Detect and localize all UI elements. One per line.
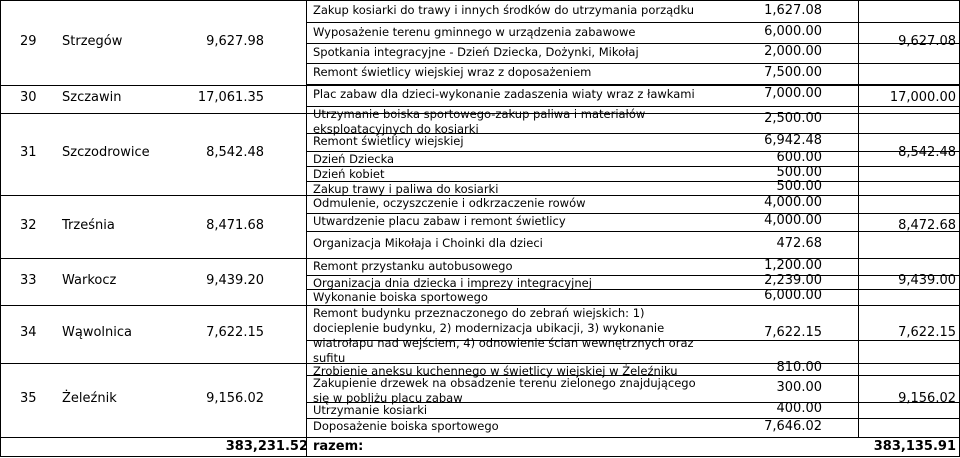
group-total: 8,542.48: [898, 145, 956, 160]
item-amount: 7,500.00: [764, 64, 822, 80]
village-amount: 9,439.20: [206, 272, 264, 288]
item-description: Dzień Dziecka: [313, 152, 395, 166]
item-amount: 6,000.00: [764, 288, 822, 303]
item-description: Plac zabaw dla dzieci-wykonanie zadaszenia wiaty wraz z ławkami: [313, 86, 695, 101]
village-name: Wąwolnica: [62, 325, 132, 340]
item-description: Zrobienie aneksu kuchennego w świetlicy wiejskiej w Żeleźniku: [313, 364, 678, 378]
column-divider: [0, 0, 1, 456]
row-divider: [0, 456, 960, 457]
village-name: Trześnia: [62, 217, 115, 233]
item-amount: 7,646.02: [764, 418, 822, 434]
item-amount: 7,622.15: [764, 325, 822, 340]
item-description: Spotkania integracyjne - Dzień Dziecka, Dożynki, Mikołaj: [313, 44, 639, 59]
village-name: Żeleźnik: [62, 391, 117, 406]
row-number: 32: [20, 217, 37, 233]
column-divider: [858, 0, 859, 437]
item-description: Remont budynku przeznaczonego do zebrań wiejskich: 1): [313, 306, 645, 320]
row-divider: [306, 63, 960, 64]
grand-total-label: razem:: [313, 439, 364, 454]
group-total: 17,000.00: [889, 90, 956, 105]
group-total: 9,627.08: [898, 33, 956, 49]
item-description: Zakup trawy i paliwa do kosiarki: [313, 182, 499, 196]
item-description: Wykonanie boiska sportowego: [313, 290, 488, 304]
item-amount: 400.00: [776, 401, 822, 416]
item-description: docieplenie budynku, 2) modernizacja ubikacji, 3) wykonanie: [313, 321, 665, 335]
item-amount: 2,000.00: [764, 44, 822, 59]
item-description: Doposażenie boiska sportowego: [313, 419, 499, 433]
item-description: Organizacja Mikołaja i Choinki dla dzieci: [313, 236, 543, 250]
village-amount: 8,471.68: [206, 217, 264, 233]
item-amount: 472.68: [776, 235, 822, 251]
row-divider: [306, 84, 960, 85]
item-amount: 810.00: [776, 360, 822, 375]
village-amount: 7,622.15: [206, 325, 264, 340]
item-description: Utwardzenie placu zabaw i remont świetlicy: [313, 214, 566, 228]
item-amount: 1,627.08: [764, 2, 822, 18]
row-number: 35: [20, 391, 37, 406]
row-number: 34: [20, 325, 37, 340]
item-description: Odmulenie, oczyszczenie i odkrzaczenie rowów: [313, 196, 586, 210]
item-amount: 2,500.00: [764, 110, 822, 126]
village-amount: 17,061.35: [197, 90, 264, 105]
row-number: 29: [20, 33, 37, 49]
item-amount: 6,942.48: [764, 133, 822, 148]
village-name: Szczawin: [62, 90, 122, 105]
group-total: 9,439.00: [898, 272, 956, 288]
row-number: 33: [20, 272, 37, 288]
item-description: Dzień kobiet: [313, 167, 385, 181]
item-amount: 500.00: [776, 179, 822, 194]
row-divider: [0, 437, 960, 438]
item-description: Utrzymanie kosiarki: [313, 403, 428, 417]
item-description: Wyposażenie terenu gminnego w urządzenia zabawowe: [313, 24, 636, 39]
village-amount: 9,627.98: [206, 33, 264, 49]
item-amount: 6,000.00: [764, 24, 822, 39]
item-description: Utrzymanie boiska sportowego-zakup paliwa i materiałów: [313, 107, 646, 121]
item-amount: 1,200.00: [764, 257, 822, 273]
item-description: wiatrołapu nad wejściem, 4) odnowienie ścian wewnętrznych oraz: [313, 336, 694, 350]
item-amount: 7,000.00: [764, 86, 822, 101]
item-description: Remont świetlicy wiejskiej: [313, 134, 464, 148]
row-number: 31: [20, 145, 37, 160]
item-description: się w pobliżu placu zabaw: [313, 391, 463, 405]
group-total: 8,472.68: [898, 217, 956, 233]
item-description: Zakupienie drzewek na obsadzenie terenu zielonego znajdującego: [313, 376, 696, 390]
item-amount: 4,000.00: [764, 195, 822, 210]
item-amount: 2,239.00: [764, 273, 822, 288]
row-divider: [306, 166, 960, 167]
item-amount: 500.00: [776, 164, 822, 180]
item-description: Remont świetlicy wiejskiej wraz z doposażeniem: [313, 65, 592, 79]
row-divider: [306, 22, 960, 23]
item-description: sufitu: [313, 351, 346, 365]
item-amount: 600.00: [776, 149, 822, 165]
group-total: 9,156.02: [898, 391, 956, 406]
column-divider: [306, 0, 307, 456]
item-amount: 300.00: [776, 379, 822, 395]
item-amount: 4,000.00: [764, 213, 822, 228]
grand-total-left: 383,231.52: [225, 439, 308, 454]
item-description: eksploatacyjnych do kosiarki: [313, 122, 479, 136]
row-number: 30: [20, 90, 37, 105]
row-divider: [0, 0, 960, 1]
group-total: 7,622.15: [898, 325, 956, 340]
village-name: Warkocz: [62, 272, 117, 288]
village-name: Strzegów: [62, 33, 123, 49]
item-description: Organizacja dnia dziecka i imprezy integracyjnej: [313, 276, 592, 290]
item-description: Zakup kosiarki do trawy i innych środków do utrzymania porządku: [313, 3, 695, 17]
item-description: Remont przystanku autobusowego: [313, 259, 513, 273]
grand-total-right: 383,135.91: [873, 439, 956, 454]
village-amount: 9,156.02: [206, 391, 264, 406]
village-name: Szczodrowice: [62, 145, 150, 160]
village-amount: 8,542.48: [206, 145, 264, 160]
